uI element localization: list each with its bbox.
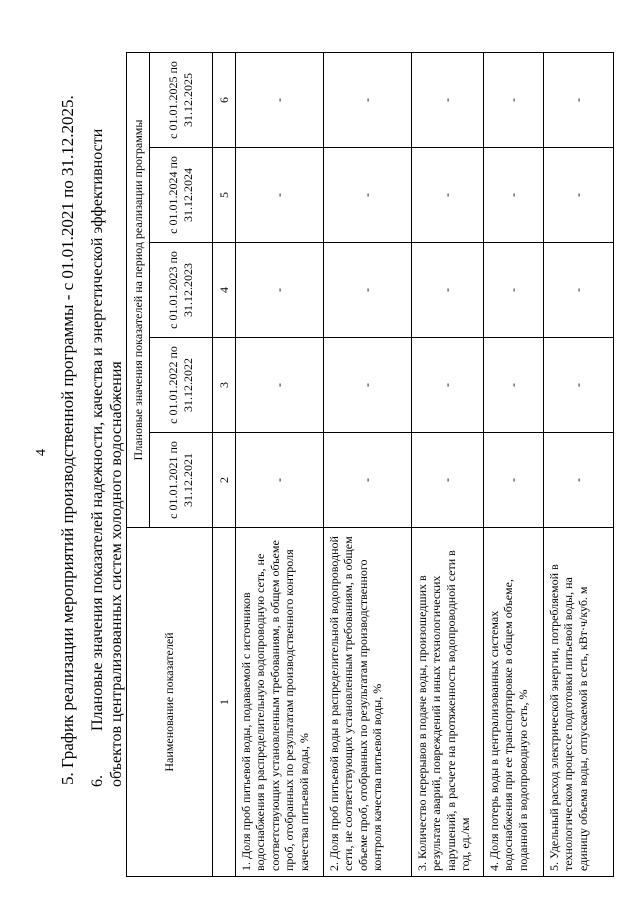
column-number: 4 <box>213 243 236 338</box>
indicator-value: - <box>544 338 614 433</box>
indicator-name: 5. Удельный расход электрической энергии, потребляемой в технологическом процессе подготовки питьевой воды, на единицу объема воды, отпускаемой в сеть, кВт·ч/куб. м <box>544 528 614 877</box>
column-number-row <box>213 52 236 876</box>
period-header: с 01.01.2022 по 31.12.2022 <box>150 338 213 433</box>
indicator-value: - <box>484 338 544 433</box>
column-number: 5 <box>213 148 236 243</box>
column-number: 3 <box>213 338 236 433</box>
indicator-value: - <box>412 433 484 528</box>
table-row <box>484 52 544 876</box>
indicator-value: - <box>544 433 614 528</box>
indicator-name: 3. Количество перерывов в подаче воды, произошедших в результате аварий, повреждений и иных технологических нарушений, в расчете на протяженность водопроводной сети в год, ед./км <box>412 528 484 877</box>
section-6-heading <box>88 127 126 787</box>
table-row <box>324 52 412 876</box>
page-number: 4 <box>34 449 49 456</box>
indicator-value: - <box>412 338 484 433</box>
indicator-value: - <box>484 433 544 528</box>
table-row <box>412 52 484 876</box>
period-header: с 01.01.2023 по 31.12.2023 <box>150 243 213 338</box>
indicator-value: - <box>236 148 324 243</box>
indicator-value: - <box>236 338 324 433</box>
table-row <box>544 52 614 876</box>
indicator-value: - <box>324 433 412 528</box>
indicator-value: - <box>544 243 614 338</box>
period-header: с 01.01.2024 по 31.12.2024 <box>150 148 213 243</box>
indicator-value: - <box>236 52 324 147</box>
indicator-value: - <box>324 243 412 338</box>
column-number: 2 <box>213 433 236 528</box>
indicator-value: - <box>324 148 412 243</box>
plan-values-header: Плановые значения показателей на период реализации программы <box>127 52 150 527</box>
column-number: 1 <box>213 528 236 877</box>
indicator-name: 2. Доля проб питьевой воды в распределительной водопроводной сети, не соответствующих установленным требованиям, в общем объеме проб, отобранных по результатам производственного контроля качества питьевой воды, % <box>324 528 412 877</box>
section-5-heading: 5. График реализации мероприятий производственной программы - с 01.01.2021 по 31.12.2025. <box>58 95 77 785</box>
indicators-table <box>126 52 614 877</box>
period-header: с 01.01.2025 по 31.12.2025 <box>150 52 213 147</box>
indicator-value: - <box>324 338 412 433</box>
indicator-value: - <box>412 243 484 338</box>
indicator-value: - <box>412 148 484 243</box>
indicator-value: - <box>484 52 544 147</box>
table-row <box>236 52 324 876</box>
name-column-header: Наименование показателей <box>127 528 213 877</box>
indicator-value: - <box>484 243 544 338</box>
indicator-value: - <box>544 148 614 243</box>
section-6-text: Плановые значения показателей надежности, качества и энергетической эффективности объектов централизованных систем холодного водоснабжения <box>89 128 125 787</box>
indicator-value: - <box>484 148 544 243</box>
indicator-value: - <box>236 243 324 338</box>
column-number: 6 <box>213 52 236 147</box>
period-header: с 01.01.2021 по 31.12.2021 <box>150 433 213 528</box>
indicator-name: 4. Доля потерь воды в централизованных системах водоснабжения при ее транспортировке в общем объеме, поданной в водопроводную сеть, % <box>484 528 544 877</box>
indicator-value: - <box>324 52 412 147</box>
indicator-value: - <box>544 52 614 147</box>
indicator-value: - <box>236 433 324 528</box>
section-6-number: 6. <box>89 775 106 787</box>
indicator-name: 1. Доля проб питьевой воды, подаваемой с источников водоснабжения в распределительную водопроводную сеть, не соответствующих установленным требованиям, в общем объеме проб, отобранных по результатам производственного контроля качества питьевой воды, % <box>236 528 324 877</box>
indicator-value: - <box>412 52 484 147</box>
